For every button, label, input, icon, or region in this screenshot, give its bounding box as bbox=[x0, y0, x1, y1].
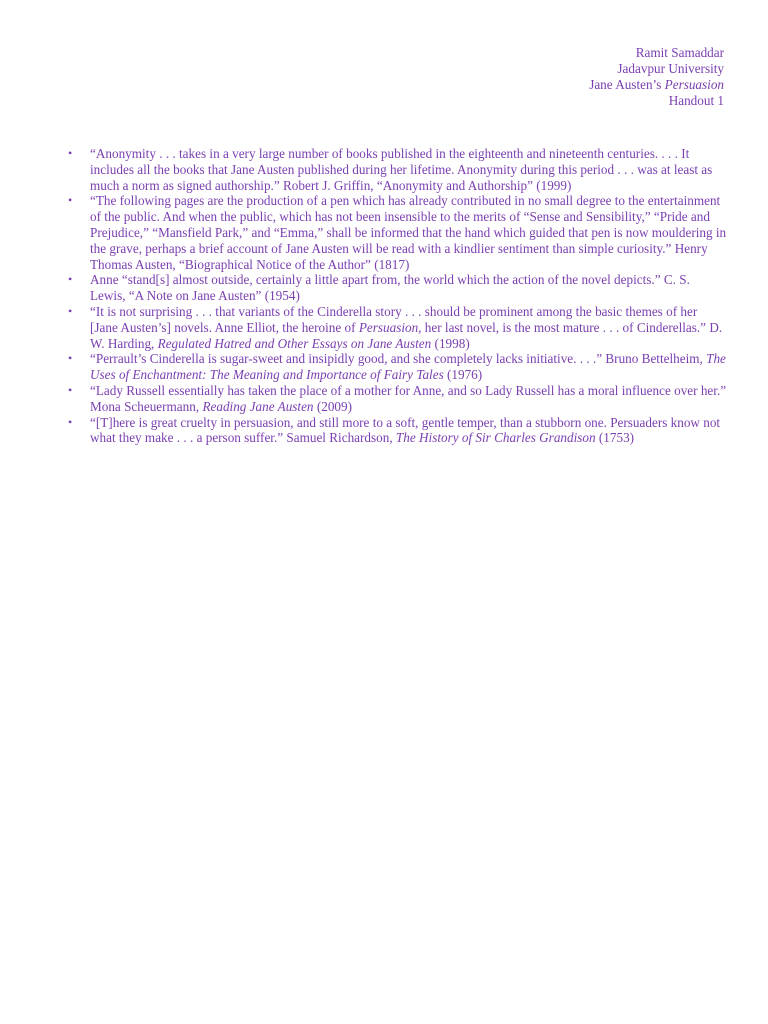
institution-name: Jadavpur University bbox=[617, 61, 724, 76]
quote-item-henry-austen bbox=[64, 193, 728, 272]
quote-list bbox=[64, 146, 728, 446]
quote-italic-title: Reading Jane Austen bbox=[202, 398, 314, 414]
quote-text: her last novel, is the most mature . . . of Cinderellas.” D. W. Harding, bbox=[90, 319, 723, 351]
quote-text: (1976) bbox=[443, 367, 483, 383]
bullet-icon: • bbox=[68, 382, 73, 397]
handout-header bbox=[589, 45, 724, 109]
bullet-icon: • bbox=[68, 351, 73, 366]
bullet-icon: • bbox=[68, 303, 73, 318]
quote-item-scheuermann bbox=[64, 383, 728, 415]
quote-item-bettelheim bbox=[64, 351, 728, 383]
quote-item-richardson bbox=[64, 415, 728, 447]
author-name: Ramit Samaddar bbox=[635, 45, 724, 60]
bullet-icon: • bbox=[68, 414, 73, 429]
course-title: Persuasion bbox=[664, 77, 724, 92]
quote-text: “[T]here is great cruelty in persuasion, and still more to a soft, gentle temper, than a stubborn one. Persuaders know not what they make . . . a person suffer.” Samuel Richardson, bbox=[90, 414, 721, 446]
course-prefix: Jane Austen’s bbox=[589, 77, 665, 92]
quote-text: “Lady Russell essentially has taken the place of a mother for Anne, and so Lady Russell has a moral influence over her.” Mona Scheuermann, bbox=[90, 382, 727, 414]
quote-italic-title: Regulated Hatred and Other Essays on Jane Austen bbox=[157, 335, 432, 351]
course-line bbox=[589, 77, 724, 93]
quote-text: (1998) bbox=[431, 335, 470, 351]
quote-text: “Perrault’s Cinderella is sugar-sweet and insipidly good, and she completely lacks initiative. . . .” Bruno Bettelheim, bbox=[90, 351, 707, 367]
quote-item-harding bbox=[64, 304, 728, 351]
quote-item-lewis bbox=[64, 272, 728, 304]
quote-text: “The following pages are the production of a pen which has already contributed in no small degree to the entertainment of the public. And when the public, which has not been insensible to the merits of “Sense and Sensibility,” “Pride and Prejudice,” “Mansfield Park,” and “Emma,” shall be informed that the hand which guided that pen is now mouldering in the grave, perhaps a brief account of Jane Austen will be read with a kindlier sentiment than simple curiosity.” Henry Thomas Austen, “Biographical Notice of the Author” (1817) bbox=[90, 193, 727, 272]
bullet-icon: • bbox=[68, 193, 73, 208]
quote-italic-title: The Uses of Enchantment: The Meaning and Importance of Fairy Tales bbox=[90, 351, 726, 383]
quote-item-griffin bbox=[64, 146, 728, 193]
quote-text: “It is not surprising . . . that variants of the Cinderella story . . . should be prominent among the basic themes of her [Jane Austen’s] novels. Anne Elliot, the heroine of bbox=[90, 303, 698, 335]
quote-text: (2009) bbox=[313, 398, 352, 414]
handout-number: Handout 1 bbox=[668, 93, 724, 108]
quote-text: (1753) bbox=[595, 430, 635, 446]
bullet-icon: • bbox=[68, 272, 73, 287]
quote-italic-title: The History of Sir Charles Grandison bbox=[395, 430, 596, 446]
quote-text: “Anonymity . . . takes in a very large number of books published in the eighteenth and nineteenth centuries. . . . It includes all the books that Jane Austen published during her lifetime. Anonymity during this period . . . was at least as much a norm as signed authorship.” Robert J. Griffin, “Anonymity and Authorship” (1999) bbox=[90, 146, 713, 193]
quote-italic-title: Persuasion, bbox=[358, 319, 422, 335]
quote-text: Anne “stand[s] almost outside, certainly a little apart from, the world which the action of the novel depicts.” C. S. Lewis, “A Note on Jane Austen” (1954) bbox=[90, 272, 690, 304]
bullet-icon: • bbox=[68, 146, 73, 160]
